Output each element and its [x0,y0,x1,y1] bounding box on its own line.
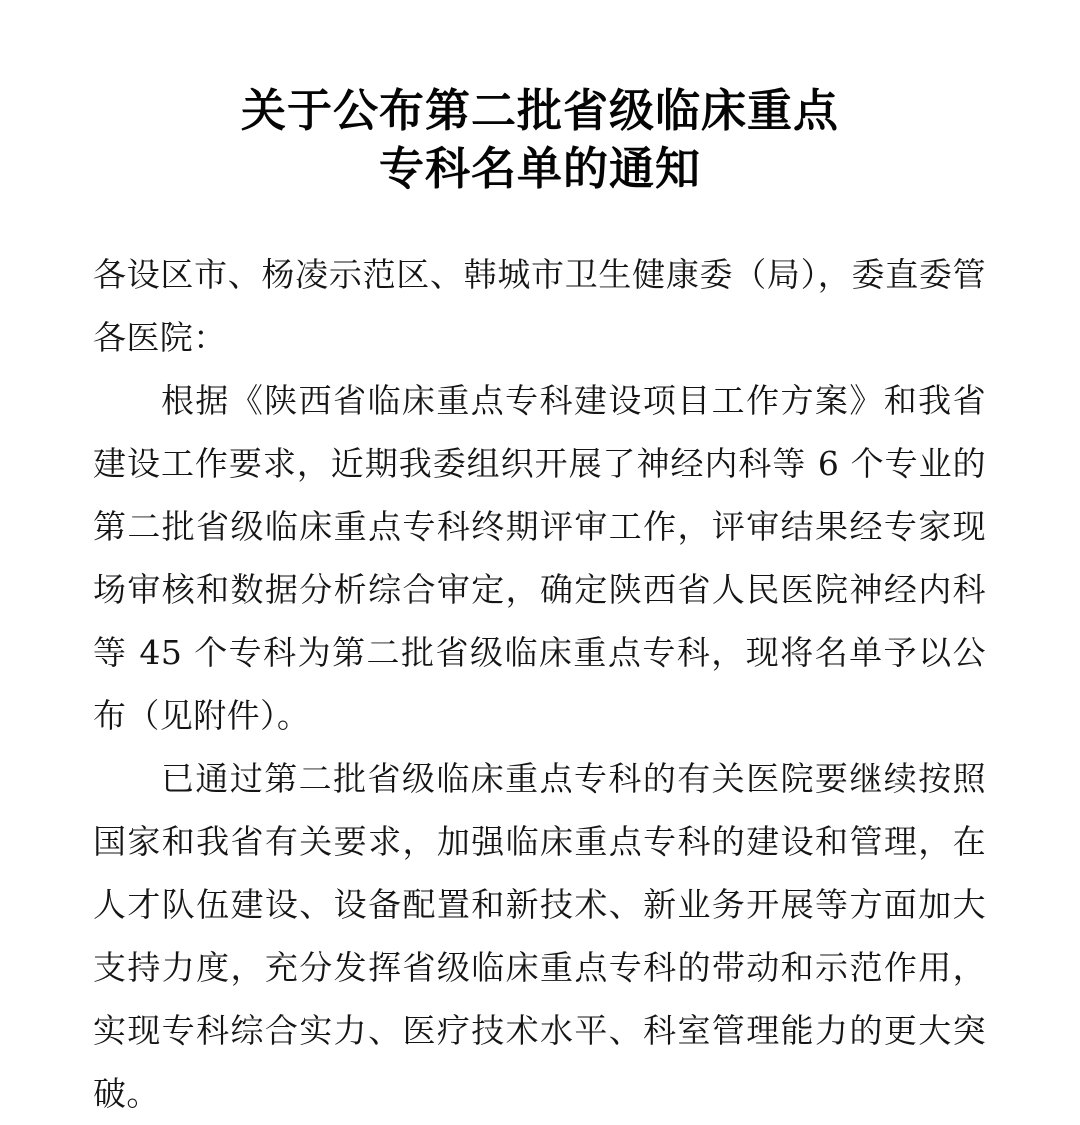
page-title [0,82,1080,198]
title-line-1: 关于公布第二批省级临床重点 [240,84,839,138]
body-paragraph-1: 根据《陕西省临床重点专科建设项目工作方案》和我省建设工作要求，近期我委组织开展了神经内科等 6 个专业的第二批省级临床重点专科终期评审工作，评审结果经专家现场审核和数据分析综合审定，确定陕西省人民医院神经内科等 45 个专科为第二批省级临床重点专科，现将名单予以公布（见附件）。 [93,381,986,735]
document-body [93,243,986,1125]
body-paragraph-2: 已通过第二批省级临床重点专科的有关医院要继续按照国家和我省有关要求，加强临床重点专科的建设和管理，在人才队伍建设、设备配置和新技术、新业务开展等方面加大支持力度，充分发挥省级临床重点专科的带动和示范作用，实现专科综合实力、医疗技术水平、科室管理能力的更大突破。 [93,759,986,1113]
salutation-line: 各设区市、杨凌示范区、韩城市卫生健康委（局），委直委管各医院： [93,255,986,357]
title-line-2: 专科名单的通知 [378,142,701,196]
